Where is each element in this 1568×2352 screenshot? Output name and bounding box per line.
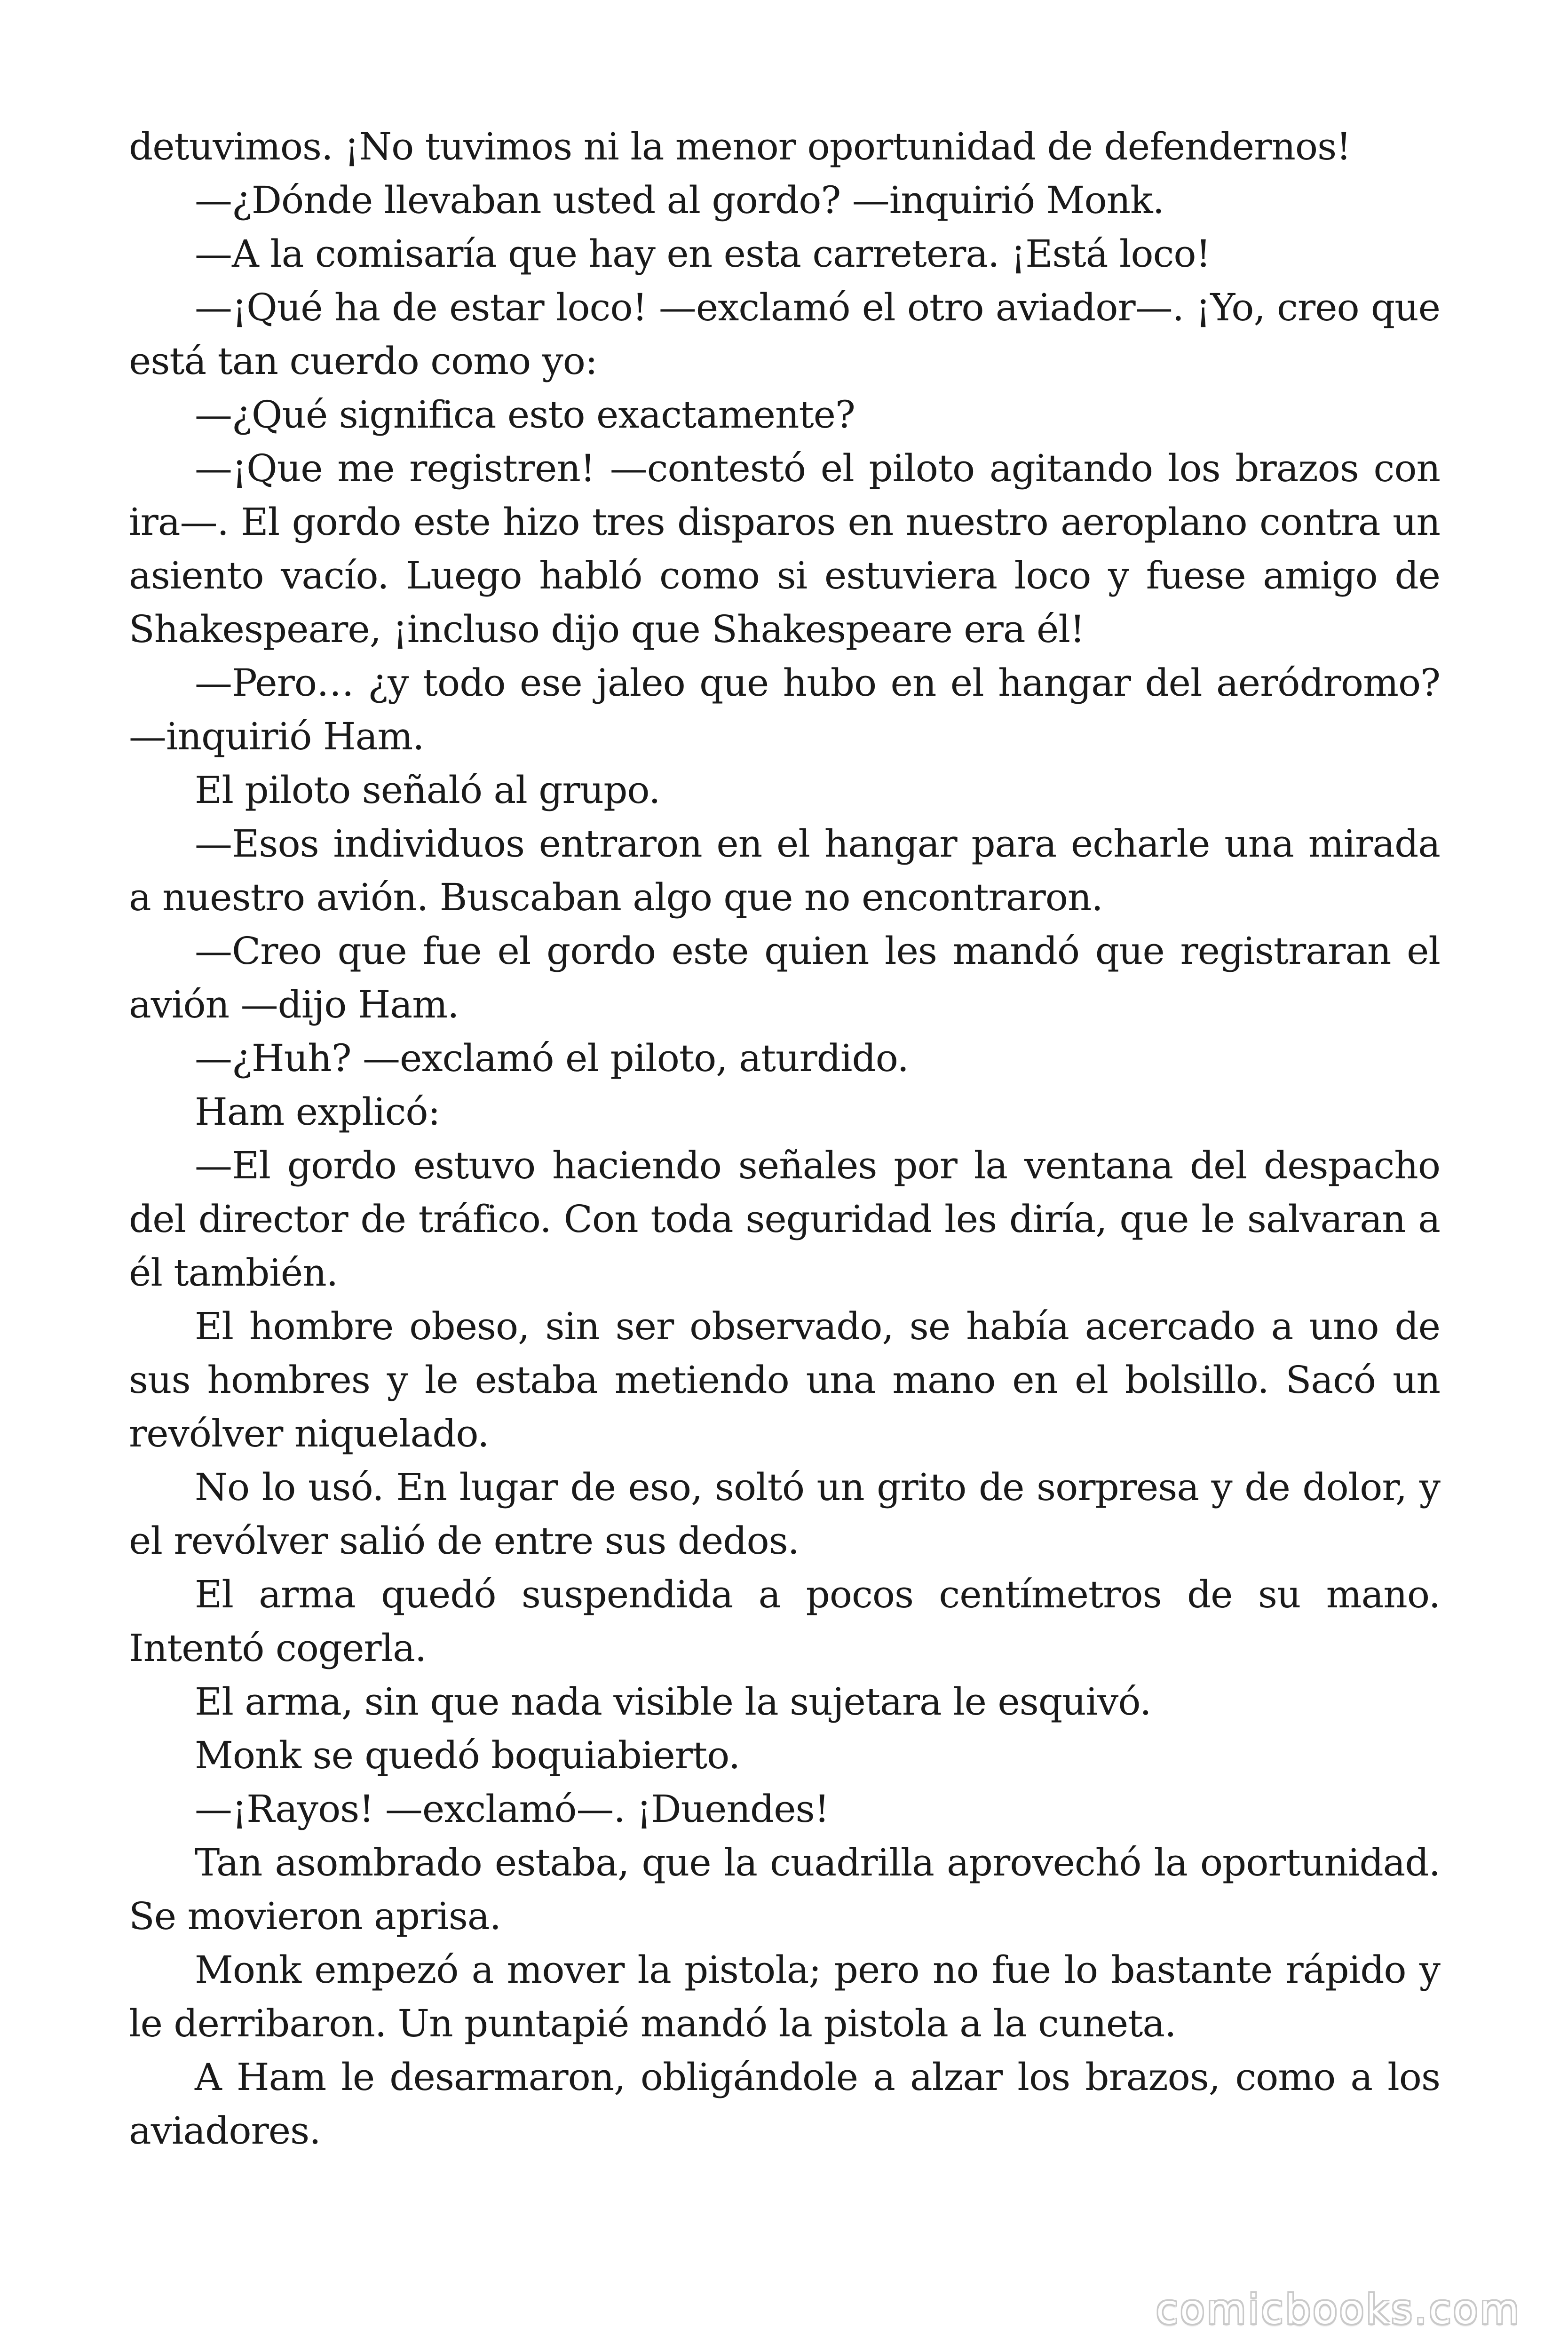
page-body	[129, 120, 1440, 2158]
paragraph: El piloto señaló al grupo.	[195, 768, 660, 812]
paragraph: —A la comisaría que hay en esta carretera. ¡Está loco!	[195, 232, 1211, 276]
paragraph: El arma, sin que nada visible la sujetara le esquivó.	[195, 1680, 1151, 1724]
paragraph: El hombre obeso, sin ser observado, se había acercado a uno de sus hombres y le estaba metiendo una mano en el bolsillo. Sacó un revólver niquelado.	[129, 1304, 1440, 1455]
paragraph: —¡Que me registren! —contestó el piloto agitando los brazos con ira—. El gordo este hizo tres disparos en nuestro aeroplano contra un asiento vacío. Luego habló como si estuviera loco y fuese amigo de Shakespeare, ¡incluso dijo que Shakespeare era él!	[129, 446, 1440, 651]
paragraph: —Pero… ¿y todo ese jaleo que hubo en el hangar del aeródromo? —inquirió Ham.	[129, 661, 1440, 758]
paragraph: Tan asombrado estaba, que la cuadrilla aprovechó la oportunidad. Se movieron aprisa.	[129, 1841, 1440, 1938]
paragraph: —El gordo estuvo haciendo señales por la ventana del despacho del director de tráfico. Con toda seguridad les diría, que le salvaran a él también.	[129, 1144, 1440, 1295]
paragraph: —Creo que fue el gordo este quien les mandó que registraran el avión —dijo Ham.	[129, 929, 1440, 1026]
paragraph: —¿Huh? —exclamó el piloto, aturdido.	[195, 1036, 909, 1080]
paragraph: A Ham le desarmaron, obligándole a alzar los brazos, como a los aviadores.	[129, 2055, 1440, 2153]
paragraph: Ham explicó:	[195, 1090, 440, 1134]
paragraph-continuation: detuvimos. ¡No tuvimos ni la menor oportunidad de defendernos!	[129, 125, 1351, 168]
paragraph: —Esos individuos entraron en el hangar para echarle una mirada a nuestro avión. Buscaban algo que no encontraron.	[129, 822, 1440, 919]
paragraph: —¡Qué ha de estar loco! —exclamó el otro aviador—. ¡Yo, creo que está tan cuerdo como yo:	[129, 286, 1440, 383]
paragraph: El arma quedó suspendida a pocos centímetros de su mano. Intentó cogerla.	[129, 1573, 1440, 1670]
paragraph: Monk empezó a mover la pistola; pero no fue lo bastante rápido y le derribaron. Un puntapié mandó la pistola a la cuneta.	[129, 1948, 1440, 2045]
paragraph: —¿Dónde llevaban usted al gordo? —inquirió Monk.	[195, 178, 1164, 222]
paragraph: —¡Rayos! —exclamó—. ¡Duendes!	[195, 1787, 829, 1831]
paragraph: Monk se quedó boquiabierto.	[195, 1733, 740, 1777]
paragraph: —¿Qué significa esto exactamente?	[195, 393, 855, 437]
paragraph: No lo usó. En lugar de eso, soltó un grito de sorpresa y de dolor, y el revólver salió de entre sus dedos.	[129, 1465, 1440, 1563]
watermark: comicbooks.com	[1156, 2286, 1521, 2333]
